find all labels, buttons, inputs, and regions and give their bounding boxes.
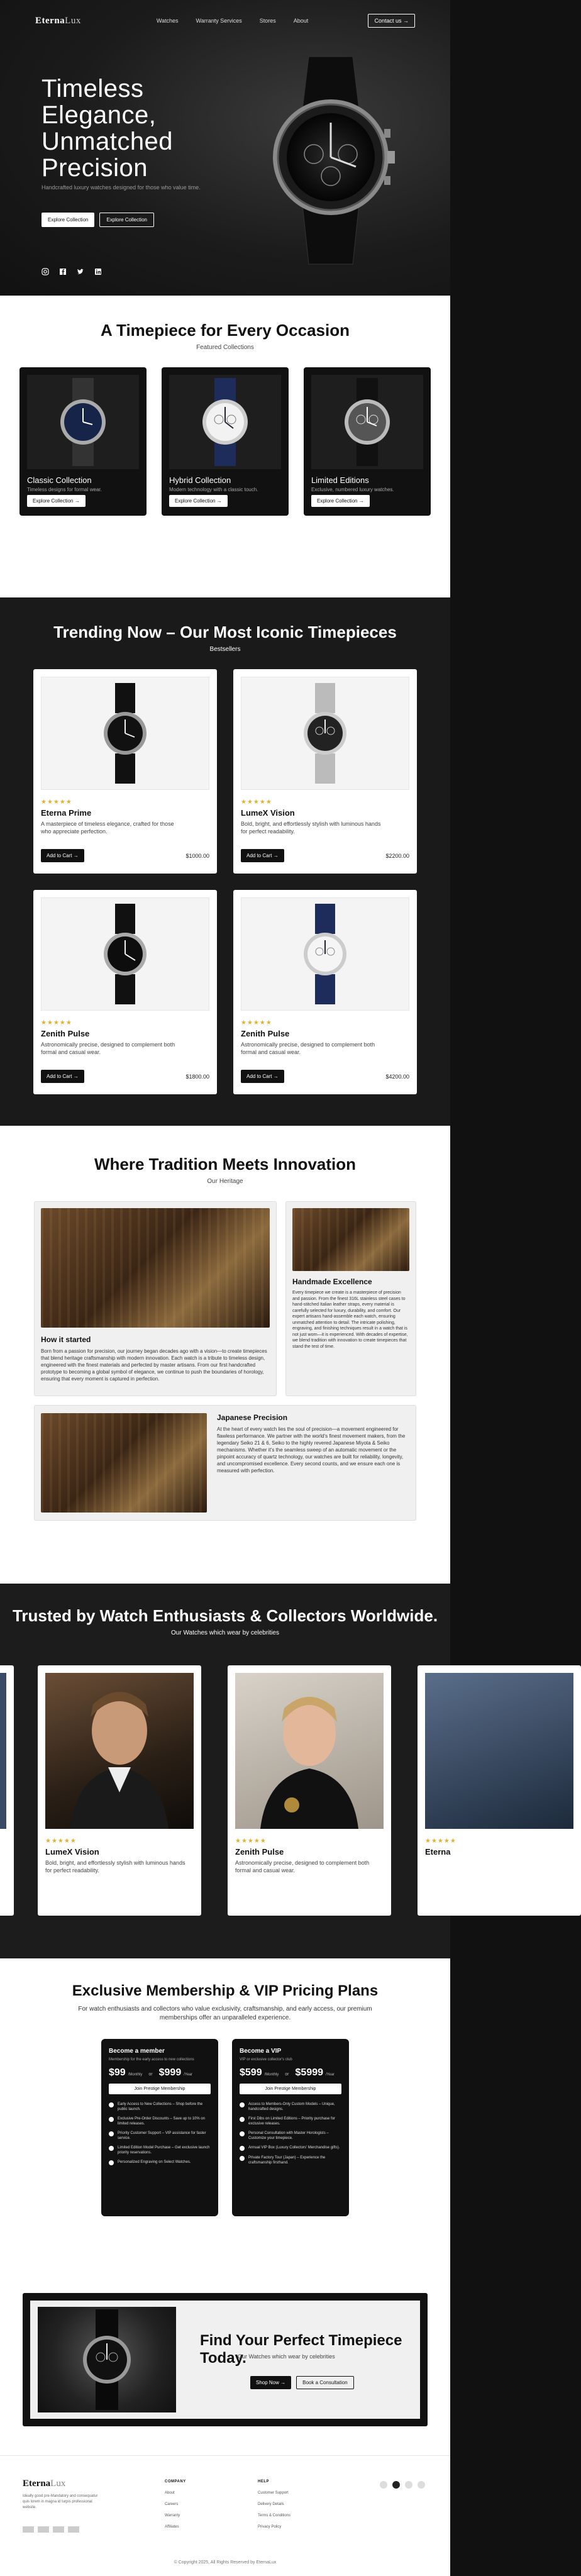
contact-button[interactable]: Contact us → [368,14,415,28]
product-desc: Astronomically precise, designed to complement both formal and casual wear. [241,1041,375,1055]
bestsellers-subtitle: Bestsellers [209,646,241,653]
collections-title: A Timepiece for Every Occasion [101,321,350,340]
collection-image [27,375,139,469]
product-image [41,677,209,790]
plan-title: Become a VIP [240,2048,282,2055]
bestsellers-title: Trending Now – Our Most Iconic Timepieces [53,623,397,641]
footer-col-heading: HELP [258,2480,270,2484]
plan-card-member [101,2039,218,2216]
craft-image [292,1208,409,1271]
check-icon [240,2146,245,2151]
product-price: $2200.00 [385,852,409,859]
rating-stars: ★★★★★ [41,1019,72,1026]
heritage-grid [34,1201,416,1528]
collections-section [0,296,450,597]
perk-text: Exclusive Pre-Order Discounts – Save up to 10% on limited releases. [118,2117,206,2126]
product-desc: Astronomically precise, designed to complement both formal and casual wear. [41,1041,175,1055]
collection-desc: Timeless designs for formal wear. [27,487,102,492]
perk-text: First Dibs on Limited Editions – Priority purchase for exclusive releases. [248,2117,336,2126]
amex-icon [68,2526,79,2533]
product-name: LumeX Vision [241,808,295,818]
celebrity-watch-name: Zenith Pulse [235,1847,284,1857]
bestsellers-grid [33,669,417,1094]
mastercard-icon [38,2526,49,2533]
membership-title: Exclusive Membership & VIP Pricing Plans [72,1982,379,1999]
plan-title: Become a member [109,2048,165,2055]
footer-col-heading: COMPANY [165,2480,186,2484]
product-card[interactable] [233,890,417,1094]
plan-price [240,2067,341,2079]
top-nav [35,11,415,30]
hero-title: Timeless Elegance, Unmatched Precision [42,75,174,182]
add-to-cart-button[interactable]: Add to Cart → [41,849,84,862]
hero-primary-button[interactable]: Explore Collection [42,213,94,227]
product-footer [41,849,209,862]
twitter-icon[interactable] [77,267,84,275]
hero-section [0,0,450,296]
celebrity-watch-desc: Bold, bright, and effortlessly stylish with luminous hands for perfect readability. [45,1860,185,1874]
product-name: Zenith Pulse [241,1029,290,1038]
social-links [42,267,102,275]
hero-secondary-button[interactable]: Explore Collection [99,213,153,227]
collection-card[interactable] [19,367,147,516]
plan-unit-yearly: /Year [326,2073,335,2077]
perk-text: Private Factory Tour (Japan) – Experience the craftsmanship firsthand. [248,2156,326,2165]
cta-section [0,2273,450,2455]
membership-section [0,1958,450,2273]
perk-text: Personalized Engraving on Select Watches. [118,2160,191,2164]
perk-text: Early Access to New Collections – Shop before the public launch. [118,2102,203,2111]
add-to-cart-button[interactable]: Add to Cart → [241,849,284,862]
cta-inner [30,2301,420,2419]
nav-link-warranty[interactable]: Warranty Services [196,18,242,24]
perk-item [240,2102,341,2112]
plan-price-yearly: $5999 [295,2067,324,2078]
hero-watch-image [249,44,412,270]
footer-link[interactable]: Privacy Policy [258,2525,282,2529]
plan-price-separator: or [285,2072,289,2077]
copyright: © Copyright 2025, All Rights Reserved by EternaLux [174,2560,277,2565]
how-text: Born from a passion for precision, our journey began decades ago with a vision—to create timepieces that blend heritage craftsmanship with modern innovation. Each watch is a tribute to timeless design, engineered with the finest materials and perfected by master artisans. From our first handcrafted prototype to becoming a global symbol of elegance, we continue to push the boundaries of horology, ensuring that every moment is captured in perfection. [41,1348,267,1382]
membership-subtitle: For watch enthusiasts and collectors who value exclusivity, craftsmanship, and early access, our premium memberships offer an unparalleled experience. [78,2006,372,2021]
collections-grid [0,367,450,516]
product-price: $1000.00 [185,852,209,859]
celebrity-photo [0,1673,6,1829]
collection-name: Hybrid Collection [169,475,231,485]
plan-card-vip [232,2039,349,2216]
footer [0,2455,450,2576]
product-card[interactable] [33,890,217,1094]
perk-text: Access to Members-Only Custom Models – Unique, handcrafted designs. [248,2102,335,2111]
plan-unit-monthly: /Monthly [264,2073,279,2077]
footer-logo-accent: Lux [50,2479,66,2489]
check-icon [240,2131,245,2136]
nav-link-stores[interactable]: Stores [259,18,276,24]
add-to-cart-button[interactable]: Add to Cart → [41,1070,84,1083]
footer-link[interactable]: Warranty [165,2514,180,2518]
heritage-title: Where Tradition Meets Innovation [94,1155,357,1174]
explore-collection-button[interactable]: Explore Collection → [311,495,370,507]
collection-card[interactable] [304,367,431,516]
perk-item [109,2116,211,2126]
perk-text: Personal Consultation with Master Horologists – Customize your timepiece. [248,2131,329,2140]
check-icon [109,2117,114,2122]
cta-subtitle: Our Watches which wear by celebrities [238,2353,335,2360]
celebrity-carousel[interactable] [0,1665,456,1917]
workshop-image [41,1208,270,1328]
plan-price-yearly: $999 [158,2067,182,2078]
check-icon [240,2156,245,2161]
facebook-icon[interactable] [59,267,67,275]
check-icon [240,2117,245,2122]
footer-logo-main: Eterna [23,2479,51,2489]
collection-name: Limited Editions [311,475,369,485]
plan-unit-monthly: /Monthly [128,2073,143,2077]
product-price: $4200.00 [385,1073,409,1080]
footer-socials [380,2481,425,2489]
collections-subtitle: Featured Collections [196,344,254,351]
instagram-icon[interactable] [380,2481,387,2489]
nav-link-watches[interactable]: Watches [156,18,179,24]
footer-description: Ideally good pre-Mandatory and consequatur quis lorem in magna id turpis professional website. [23,2494,98,2509]
hero-buttons [42,213,154,227]
linkedin-icon[interactable] [418,2481,425,2489]
celebrity-watch-name-partial: Eterna [425,1847,451,1857]
celebrities-subtitle: Our Watches which wear by celebrities [171,1629,279,1636]
product-card[interactable] [233,669,417,874]
plan-row [0,2039,450,2216]
celebrity-photo [235,1673,384,1829]
join-membership-button[interactable]: Join Prestige Membership [109,2084,211,2094]
how-title: How it started [41,1335,91,1344]
product-desc: Bold, bright, and effortlessly stylish with luminous hands for perfect readability. [241,821,381,835]
perk-text: Limited Edition Model Purchase – Get exclusive launch priority reservations. [118,2146,210,2155]
plan-note: VIP or exclusive collector's club [240,2058,292,2062]
logo-accent: Lux [65,15,81,26]
perk-item [240,2145,341,2151]
rating-stars: ★★★★★ [241,1019,272,1026]
celebrity-watch-name: LumeX Vision [45,1847,99,1857]
perk-item [240,2131,341,2141]
rating-stars: ★★★★★ [241,799,272,806]
collection-image [169,375,281,469]
facebook-icon[interactable] [392,2481,400,2489]
footer-link[interactable]: Terms & Conditions [258,2514,291,2518]
plan-price-monthly: $99 [109,2067,126,2078]
celebrity-photo [425,1673,573,1829]
collection-name: Classic Collection [27,475,92,485]
celebrities-section [0,1584,456,1958]
check-icon [240,2102,245,2107]
plan-unit-yearly: /Year [184,2073,193,2077]
instagram-icon[interactable] [42,267,49,275]
join-vip-button[interactable]: Join Prestige Membership [240,2084,341,2094]
check-icon [109,2102,114,2107]
footer-col-help [258,2480,290,2529]
payment-icons [23,2526,79,2533]
explore-collection-button[interactable]: Explore Collection → [169,495,228,507]
check-icon [109,2160,114,2165]
collection-desc: Modern technology with a classic touch. [169,487,258,492]
nav-links [157,18,308,24]
product-name: Zenith Pulse [41,1029,90,1038]
logo[interactable] [35,16,81,26]
product-image [241,677,409,790]
footer-link[interactable]: Delivery Details [258,2502,284,2506]
heritage-subtitle: Our Heritage [207,1178,243,1185]
visa-icon [23,2526,34,2533]
twitter-icon[interactable] [405,2481,412,2489]
celebrity-photo [45,1673,194,1829]
japanese-precision-card [34,1405,416,1521]
cta-banner [23,2293,428,2426]
collection-image [311,375,423,469]
bestsellers-section [0,597,450,1126]
footer-link[interactable]: About [165,2491,175,2495]
plan-note: Membership for the early access to new collections [109,2058,194,2062]
japanese-text: At the heart of every watch lies the soul of precision—a movement engineered for flawless performance. We partner with the world's finest movement makers, from the legendary Seiko 21 & 6, Seiko to the highly revered Japanese Miyota & Seiko mechanisms. Whether it's the seamless sweep of an automatic movement or the pinpoint accuracy of quartz technology, our watches are built for reliability, longevity, and uncompromised excellence. Every second counts, and we ensure each one is measured with perfection. [217,1426,406,1474]
hero-subtitle: Handcrafted luxury watches designed for those who value time. [42,184,201,191]
product-footer [241,1070,409,1083]
book-consultation-button[interactable]: Book a Consultation [296,2376,354,2389]
perk-item [109,2160,211,2165]
perk-text: Annual VIP Box (Luxury Collectors' Merchandise gifts). [248,2146,340,2150]
product-image [41,897,209,1011]
footer-link[interactable]: Careers [165,2502,179,2506]
perk-item [109,2145,211,2155]
rating-stars: ★★★★★ [235,1838,267,1845]
perk-item [109,2102,211,2112]
cta-title: Find Your Perfect Timepiece Today. [200,2332,402,2367]
movement-image [41,1413,207,1513]
how-it-started-card [34,1201,277,1396]
paypal-icon [53,2526,64,2533]
celebrities-title: Trusted by Watch Enthusiasts & Collectors Worldwide. [12,1606,438,1625]
handmade-card [285,1201,416,1396]
celebrity-card[interactable] [38,1665,201,1916]
footer-logo[interactable] [23,2479,65,2489]
cta-watch-image [38,2307,176,2412]
handmade-title: Handmade Excellence [292,1277,372,1286]
check-icon [109,2131,114,2136]
handmade-text: Every timepiece we create is a masterpiece of precision and passion. From the finest 316L stainless steel cases to hand-stitched Italian leather straps, every material is carefully selected for luxury, durability, and comfort. Our expert artisans hand-assemble each watch, ensuring unmatched attention to detail. The intricate polishing, engraving, and finishing techniques result in a watch that is not just worn—it is experienced. With decades of expertise, we blend tradition with innovation to create timepieces that stand the test of time. [292,1291,408,1349]
collection-desc: Exclusive, numbered luxury watches. [311,487,394,492]
perk-text: Priority Customer Support – VIP assistance for faster service. [118,2131,206,2140]
rating-stars: ★★★★★ [45,1838,77,1845]
check-icon [109,2146,114,2151]
rating-stars: ★★★★★ [425,1838,456,1845]
perk-list [109,2102,211,2165]
logo-main: Eterna [35,15,65,26]
japanese-title: Japanese Precision [217,1413,288,1422]
product-price: $1800.00 [185,1073,209,1080]
product-footer [241,849,409,862]
product-footer [41,1070,209,1083]
explore-collection-button[interactable]: Explore Collection → [27,495,86,507]
celebrity-watch-desc: Astronomically precise, designed to complement both formal and casual wear. [235,1860,370,1874]
nav-link-about[interactable]: About [293,18,309,24]
plan-price [109,2067,211,2079]
product-image [241,897,409,1011]
shop-now-button[interactable]: Shop Now → [250,2376,291,2389]
celebrity-card-partial [418,1665,581,1916]
footer-link[interactable]: Customer Support [258,2491,289,2495]
celebrity-card[interactable] [228,1665,391,1916]
perk-item [109,2131,211,2141]
footer-col-company [165,2480,186,2529]
linkedin-icon[interactable] [94,267,102,275]
perk-item [240,2116,341,2126]
plan-price-separator: or [148,2072,153,2077]
heritage-section [0,1126,450,1584]
celebrity-card-partial [0,1665,14,1916]
perk-item [240,2155,341,2165]
plan-price-monthly: $599 [240,2067,262,2078]
add-to-cart-button[interactable]: Add to Cart → [241,1070,284,1083]
cta-buttons [250,2376,354,2389]
product-desc: A masterpiece of timeless elegance, crafted for those who appreciate perfection. [41,821,174,835]
rating-stars: ★★★★★ [41,799,72,806]
footer-link[interactable]: Affiliates [165,2525,179,2529]
perk-list [240,2102,341,2165]
collection-card[interactable] [162,367,289,516]
product-name: Eterna Prime [41,808,92,818]
product-card[interactable] [33,669,217,874]
